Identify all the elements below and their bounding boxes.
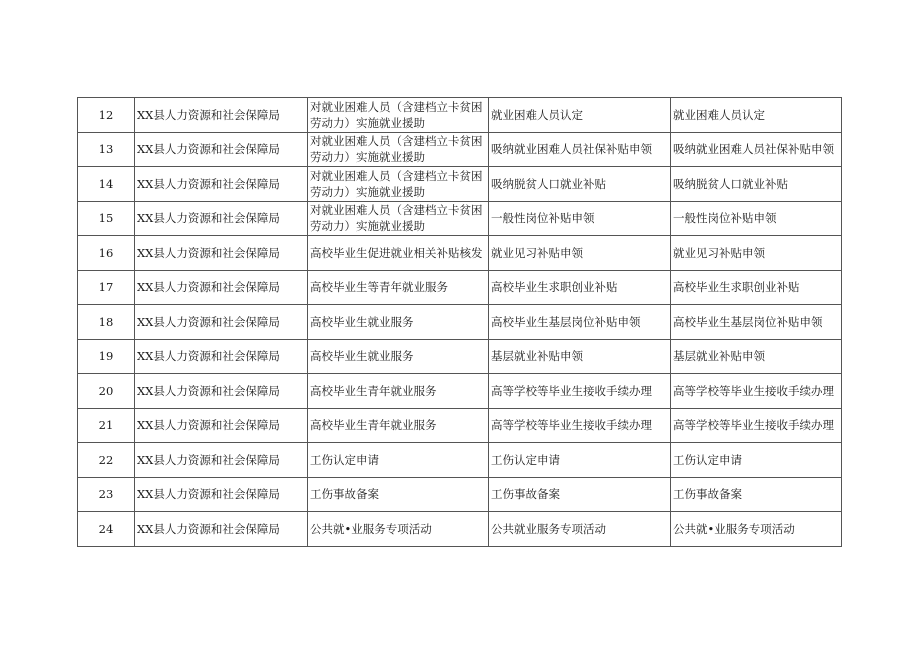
service-item-cell: 高校毕业生青年就业服务	[308, 374, 489, 409]
table-row	[78, 98, 842, 133]
service-item-cell: 工伤认定申请	[308, 443, 489, 478]
sub-item-cell: 高校毕业生求职创业补贴	[489, 270, 671, 305]
service-item-cell: 高校毕业生就业服务	[308, 305, 489, 340]
table-row	[78, 270, 842, 305]
row-number-cell: 13	[78, 132, 135, 167]
table-row	[78, 201, 842, 236]
row-number-cell: 19	[78, 339, 135, 374]
department-cell: XX县人力资源和社会保障局	[135, 201, 308, 236]
department-cell: XX县人力资源和社会保障局	[135, 236, 308, 271]
service-item-cell: 对就业困难人员（含建档立卡贫困劳动力）实施就业援助	[308, 167, 489, 202]
table-row	[78, 477, 842, 512]
handling-item-cell: 一般性岗位补贴申领	[671, 201, 842, 236]
sub-item-cell: 吸纳就业困难人员社保补贴申领	[489, 132, 671, 167]
sub-item-cell: 高等学校等毕业生接收手续办理	[489, 408, 671, 443]
service-item-cell: 对就业困难人员（含建档立卡贫困劳动力）实施就业援助	[308, 201, 489, 236]
table-row	[78, 374, 842, 409]
handling-item-cell: 就业见习补贴申领	[671, 236, 842, 271]
department-cell: XX县人力资源和社会保障局	[135, 339, 308, 374]
row-number-cell: 12	[78, 98, 135, 133]
handling-item-cell: 高校毕业生求职创业补贴	[671, 270, 842, 305]
handling-item-cell: 工伤认定申请	[671, 443, 842, 478]
row-number-cell: 23	[78, 477, 135, 512]
handling-item-cell: 高等学校等毕业生接收手续办理	[671, 374, 842, 409]
service-item-cell: 高校毕业生促进就业相关补贴核发	[308, 236, 489, 271]
service-item-cell: 高校毕业生青年就业服务	[308, 408, 489, 443]
service-item-cell: 高校毕业生就业服务	[308, 339, 489, 374]
sub-item-cell: 工伤认定申请	[489, 443, 671, 478]
service-item-cell: 对就业困难人员（含建档立卡贫困劳动力）实施就业援助	[308, 132, 489, 167]
sub-item-cell: 基层就业补贴申领	[489, 339, 671, 374]
table-row	[78, 236, 842, 271]
sub-item-cell: 就业困难人员认定	[489, 98, 671, 133]
row-number-cell: 21	[78, 408, 135, 443]
handling-item-cell: 公共就•业服务专项活动	[671, 512, 842, 547]
department-cell: XX县人力资源和社会保障局	[135, 408, 308, 443]
row-number-cell: 18	[78, 305, 135, 340]
department-cell: XX县人力资源和社会保障局	[135, 477, 308, 512]
department-cell: XX县人力资源和社会保障局	[135, 270, 308, 305]
row-number-cell: 15	[78, 201, 135, 236]
department-cell: XX县人力资源和社会保障局	[135, 443, 308, 478]
department-cell: XX县人力资源和社会保障局	[135, 512, 308, 547]
service-items-table	[77, 97, 842, 547]
sub-item-cell: 公共就业服务专项活动	[489, 512, 671, 547]
row-number-cell: 24	[78, 512, 135, 547]
handling-item-cell: 就业困难人员认定	[671, 98, 842, 133]
table-row	[78, 305, 842, 340]
department-cell: XX县人力资源和社会保障局	[135, 305, 308, 340]
sub-item-cell: 高校毕业生基层岗位补贴申领	[489, 305, 671, 340]
handling-item-cell: 工伤事故备案	[671, 477, 842, 512]
table-row	[78, 512, 842, 547]
handling-item-cell: 吸纳就业困难人员社保补贴申领	[671, 132, 842, 167]
service-item-cell: 公共就•业服务专项活动	[308, 512, 489, 547]
table-body	[78, 98, 842, 547]
table-row	[78, 408, 842, 443]
handling-item-cell: 吸纳脱贫人口就业补贴	[671, 167, 842, 202]
handling-item-cell: 高校毕业生基层岗位补贴申领	[671, 305, 842, 340]
department-cell: XX县人力资源和社会保障局	[135, 98, 308, 133]
service-item-cell: 对就业困难人员（含建档立卡贫困劳动力）实施就业援助	[308, 98, 489, 133]
table-row	[78, 443, 842, 478]
handling-item-cell: 基层就业补贴申领	[671, 339, 842, 374]
sub-item-cell: 高等学校等毕业生接收手续办理	[489, 374, 671, 409]
service-item-cell: 工伤事故备案	[308, 477, 489, 512]
sub-item-cell: 工伤事故备案	[489, 477, 671, 512]
service-item-cell: 高校毕业生等青年就业服务	[308, 270, 489, 305]
department-cell: XX县人力资源和社会保障局	[135, 374, 308, 409]
row-number-cell: 16	[78, 236, 135, 271]
table-row	[78, 132, 842, 167]
row-number-cell: 22	[78, 443, 135, 478]
row-number-cell: 17	[78, 270, 135, 305]
handling-item-cell: 高等学校等毕业生接收手续办理	[671, 408, 842, 443]
sub-item-cell: 吸纳脱贫人口就业补贴	[489, 167, 671, 202]
department-cell: XX县人力资源和社会保障局	[135, 167, 308, 202]
department-cell: XX县人力资源和社会保障局	[135, 132, 308, 167]
sub-item-cell: 就业见习补贴申领	[489, 236, 671, 271]
table-row	[78, 339, 842, 374]
table-row	[78, 167, 842, 202]
row-number-cell: 14	[78, 167, 135, 202]
row-number-cell: 20	[78, 374, 135, 409]
sub-item-cell: 一般性岗位补贴申领	[489, 201, 671, 236]
